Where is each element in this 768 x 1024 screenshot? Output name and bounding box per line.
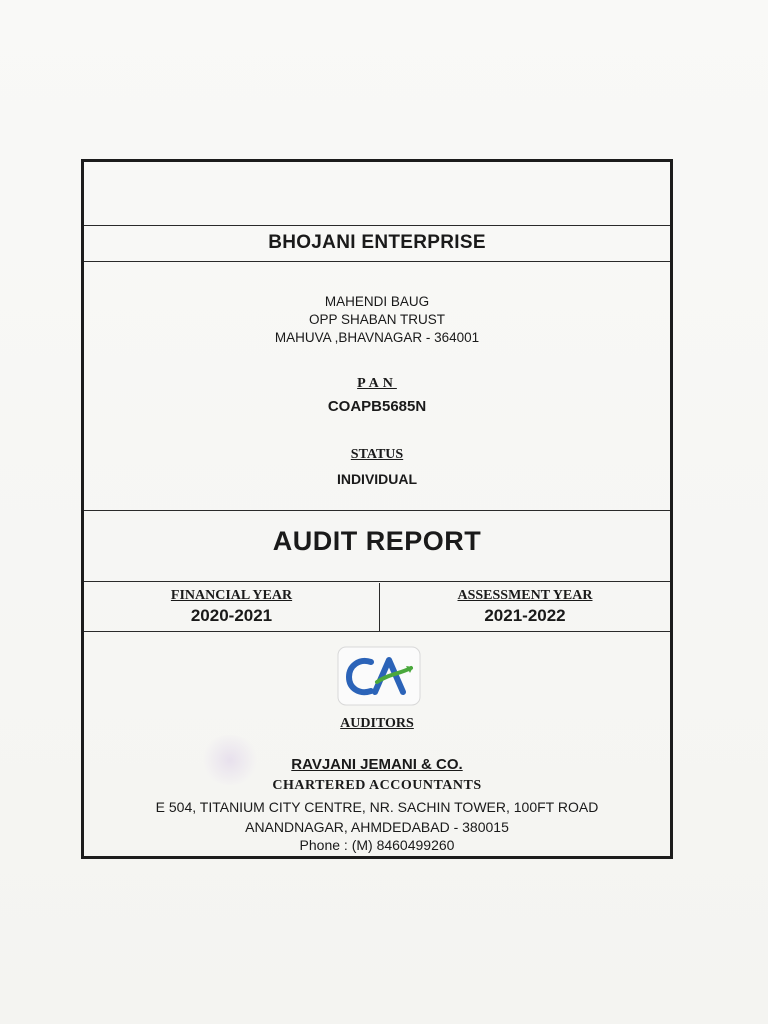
auditors-label: AUDITORS — [340, 716, 414, 731]
company-name: BHOJANI ENTERPRISE — [268, 232, 486, 253]
firm-type: CHARTERED ACCOUNTANTS — [272, 778, 482, 793]
firm-phone: Phone : (M) 8460499260 — [299, 837, 455, 853]
address-line-1: MAHENDI BAUG — [324, 294, 430, 309]
pan-value: COAPB5685N — [327, 398, 427, 415]
assessment-year-label: ASSESSMENT YEAR — [457, 588, 593, 603]
address-line-3: MAHUVA ,BHAVNAGAR - 364001 — [274, 330, 480, 345]
company-address — [84, 293, 670, 347]
divider-title — [84, 581, 670, 582]
firm-address-line-2: ANANDNAGAR, AHMDEDABAD - 380015 — [245, 819, 509, 835]
financial-year-value: 2020-2021 — [190, 606, 273, 625]
faint-stamp-mark — [200, 735, 260, 785]
pan-label: PAN — [357, 376, 397, 391]
divider-top — [84, 225, 670, 226]
address-line-2: OPP SHABAN TRUST — [308, 312, 446, 327]
divider-company — [84, 261, 670, 262]
ca-logo-icon — [337, 646, 421, 706]
firm-address-line-1: E 504, TITANIUM CITY CENTRE, NR. SACHIN TOWER, 100FT ROAD — [155, 799, 599, 815]
assessment-year-value: 2021-2022 — [484, 606, 566, 625]
audit-report-title: AUDIT REPORT — [272, 526, 482, 556]
firm-name: RAVJANI JEMANI & CO. — [291, 756, 463, 773]
divider-years — [84, 631, 670, 632]
financial-year-label: FINANCIAL YEAR — [170, 588, 293, 603]
divider-status — [84, 510, 670, 511]
status-label: STATUS — [350, 447, 404, 462]
cover-frame — [81, 159, 673, 859]
assessment-year-cell — [380, 583, 670, 631]
status-value: INDIVIDUAL — [336, 471, 418, 487]
financial-year-cell — [84, 583, 380, 631]
